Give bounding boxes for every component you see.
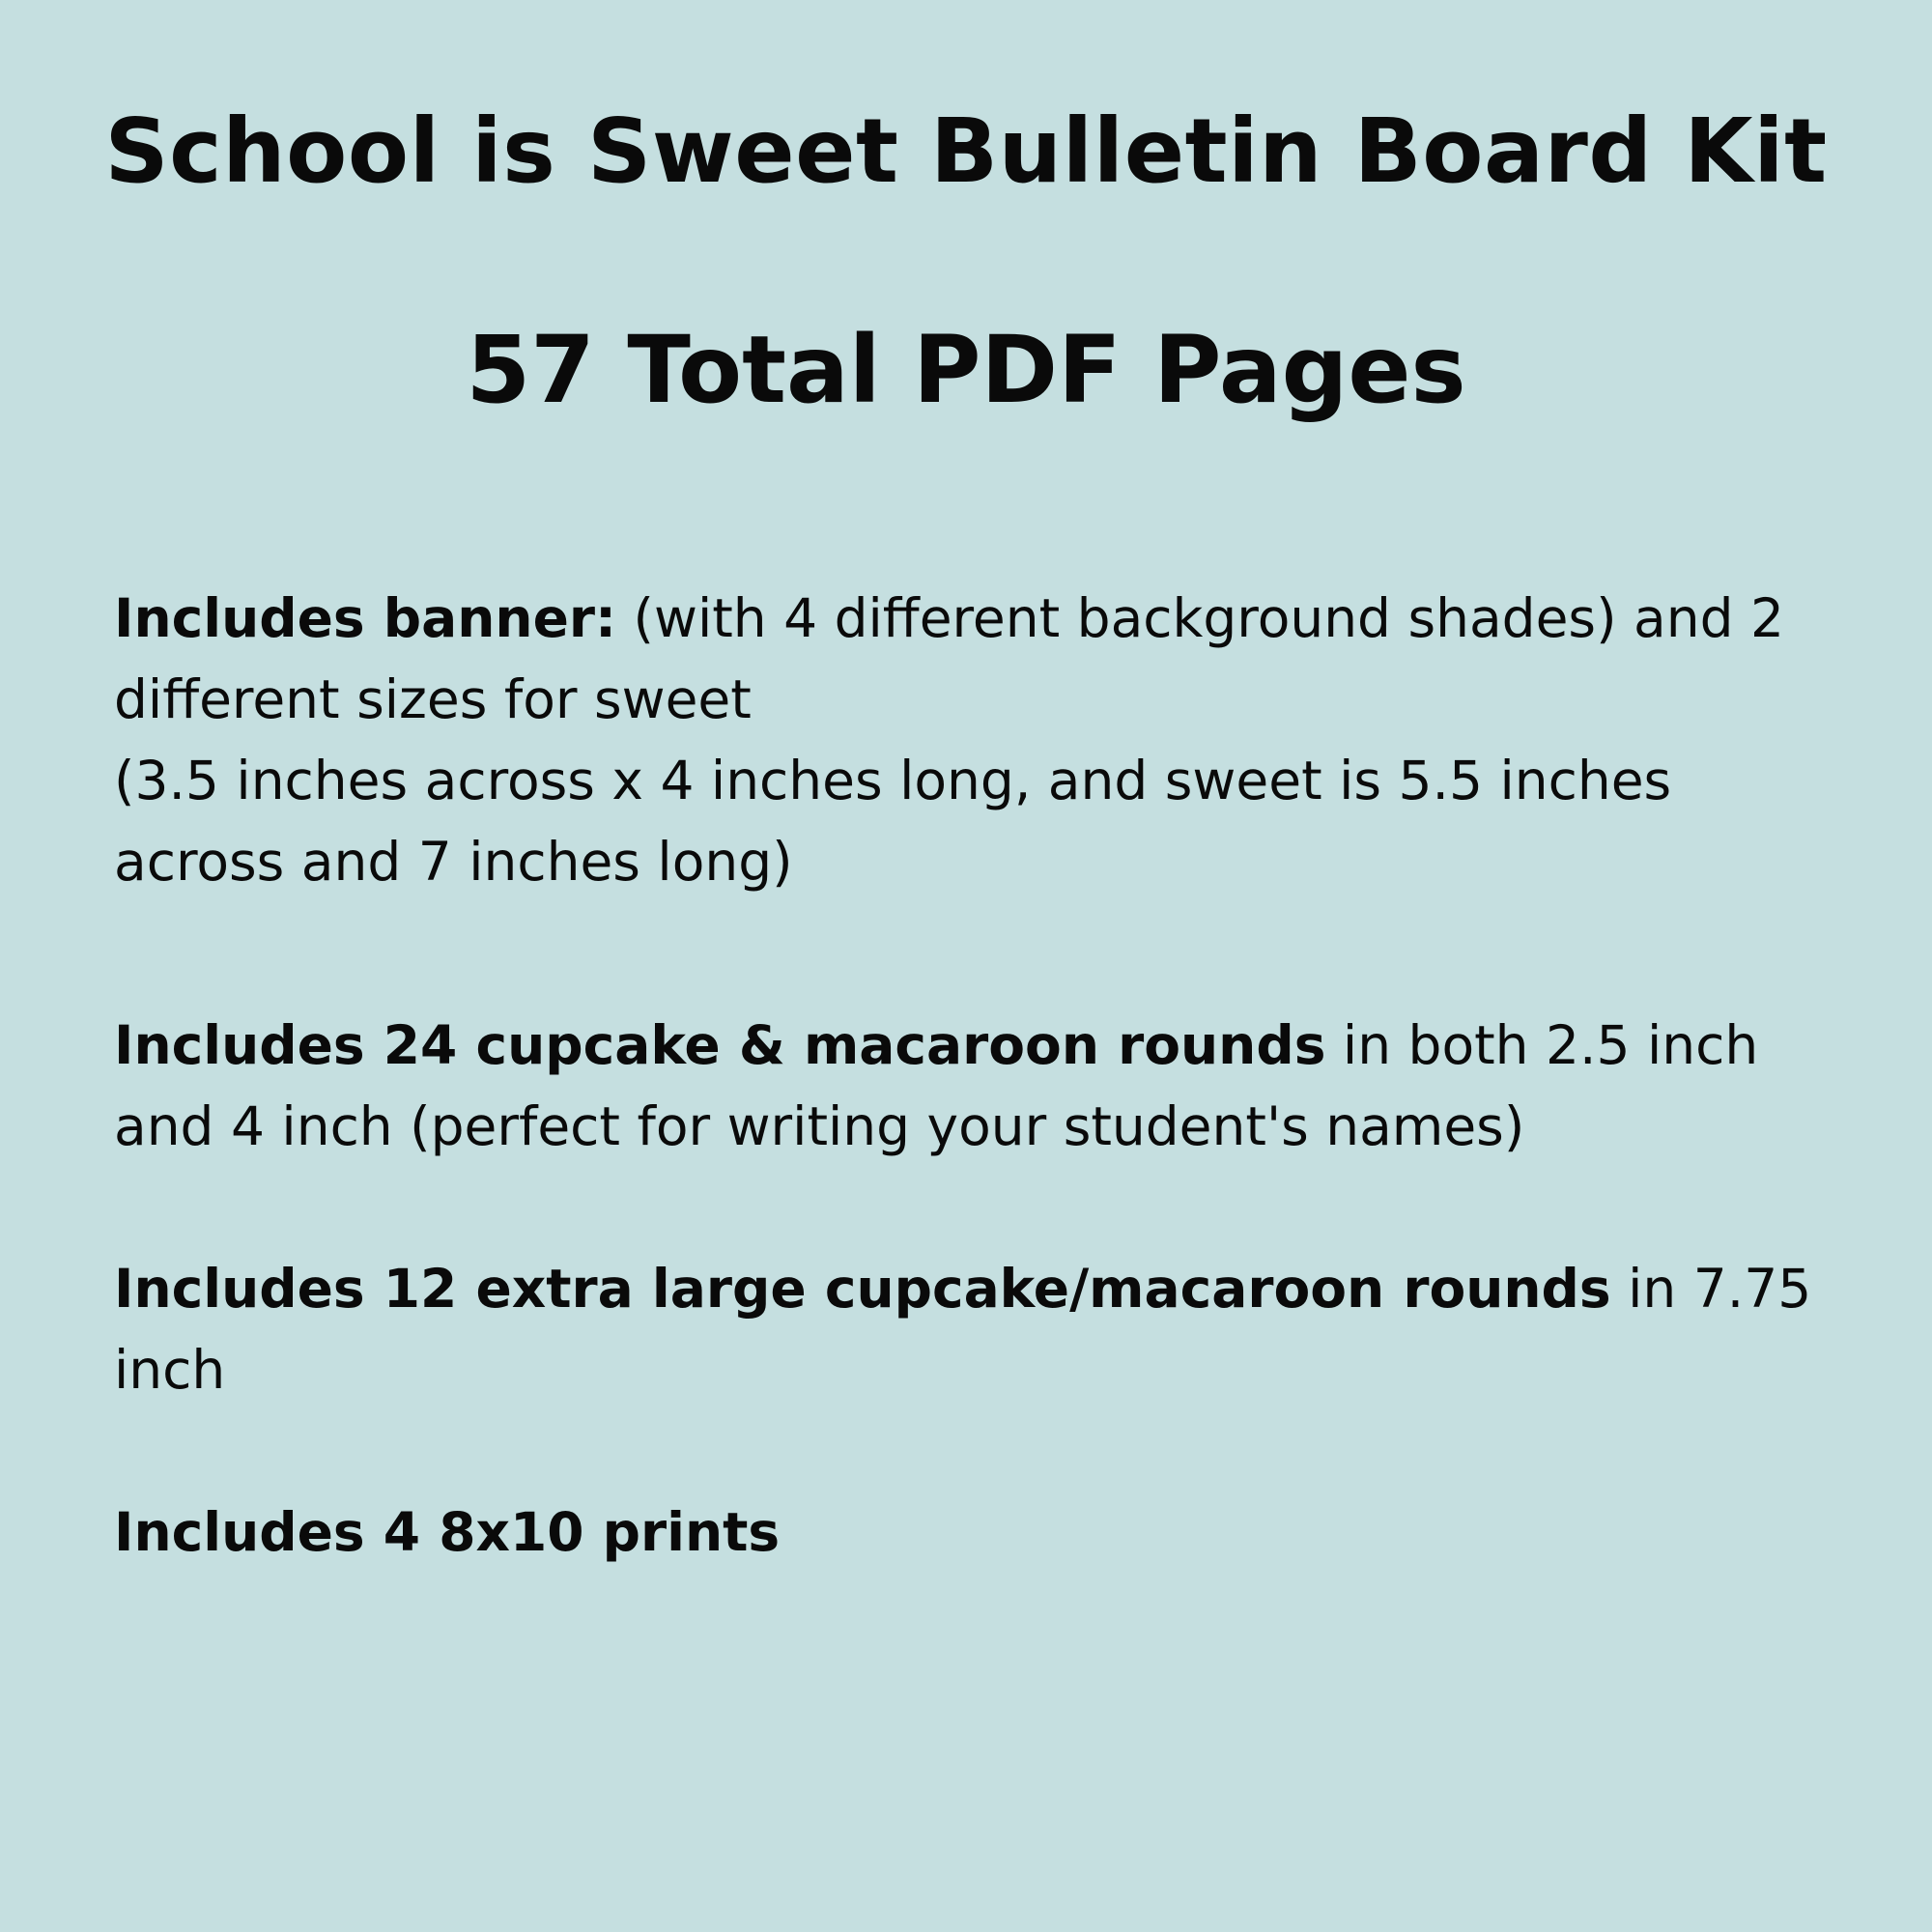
feature-detail-sizes: (3.5 inches across x 4 inches long, and sweet is 5.5 inches across and 7 inches long) <box>114 750 1672 893</box>
feature-rounds <box>114 1005 1833 1167</box>
feature-lead: Includes 12 extra large cupcake/macaroon rounds <box>114 1258 1611 1320</box>
feature-prints <box>114 1492 1833 1573</box>
feature-lead: Includes 4 8x10 prints <box>114 1501 781 1563</box>
feature-banner <box>114 578 1833 902</box>
feature-lead: Includes banner: <box>114 587 617 649</box>
feature-lead: Includes 24 cupcake & macaroon rounds <box>114 1014 1326 1076</box>
feature-detail: (with 4 different background shades) and 2 different sizes for sweet <box>114 587 1784 730</box>
feature-detail: in 7.75 inch <box>114 1258 1812 1401</box>
feature-large-rounds <box>114 1248 1833 1410</box>
page-title: School is Sweet Bulletin Board Kit <box>104 99 1828 203</box>
feature-detail: in both 2.5 inch and 4 inch (perfect for writing your student's names) <box>114 1014 1759 1157</box>
page-count-heading: 57 Total PDF Pages <box>466 316 1466 424</box>
